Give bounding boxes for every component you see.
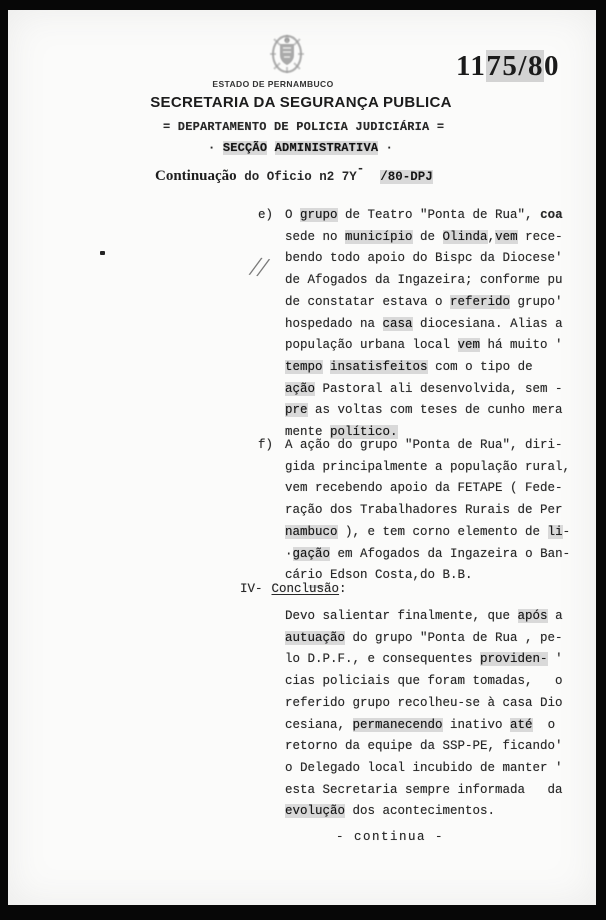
document-number-stamp xyxy=(456,50,560,83)
text-segment: · xyxy=(208,141,223,155)
text-segment: a xyxy=(547,609,563,623)
highlighted-text: ADMINISTRATIVA xyxy=(274,141,379,155)
highlighted-text: vem xyxy=(495,229,518,244)
highlighted-text: ação xyxy=(285,381,316,396)
highlighted-text: providen- xyxy=(480,652,548,667)
document-line xyxy=(285,292,563,314)
document-line xyxy=(285,649,563,671)
conclusion-numeral: IV- xyxy=(240,582,263,596)
stamp-number-prefix: 11 xyxy=(456,50,487,82)
highlighted-text: nambuco xyxy=(285,524,338,539)
highlighted-text: permanecendo xyxy=(352,717,443,732)
document-line xyxy=(285,522,570,544)
text-segment: população urbana local xyxy=(285,338,458,353)
document-line xyxy=(285,379,563,401)
text-segment: as voltas com teses de cunho mera xyxy=(307,403,563,418)
document-line xyxy=(285,693,563,715)
text-segment: retorno da equipe da SSP-PE, ficando' xyxy=(285,739,563,754)
text-segment: gida principalmente a população rural, xyxy=(285,459,571,474)
text-segment: com o tipo de xyxy=(427,359,533,374)
text-segment: · xyxy=(285,546,293,561)
document-line xyxy=(285,357,563,379)
document-line xyxy=(285,780,563,802)
document-line xyxy=(285,435,570,457)
scanned-document-page xyxy=(8,10,596,905)
highlighted-text: li xyxy=(547,524,563,539)
continuation-label: Continuação xyxy=(155,168,237,184)
text-segment xyxy=(267,141,274,155)
text-segment: · xyxy=(378,141,394,155)
highlighted-text: vem xyxy=(457,338,481,353)
margin-dot-annotation xyxy=(100,251,105,255)
text-segment: mente xyxy=(285,425,331,440)
document-line xyxy=(285,478,570,500)
text-segment: dos acontecimentos. xyxy=(345,804,496,819)
item-f-lines xyxy=(285,435,570,587)
highlighted-text: pre xyxy=(285,403,308,418)
document-line xyxy=(285,758,563,780)
text-segment: grupo' xyxy=(510,294,563,309)
item-e-lines xyxy=(285,205,563,444)
highlighted-text: gação xyxy=(292,546,331,561)
text-segment: de constatar estava o xyxy=(285,294,451,309)
office-number: do Oficio n2 7Y xyxy=(236,170,357,184)
text-segment: inativo xyxy=(442,717,511,732)
text-segment: de xyxy=(412,229,443,244)
document-line xyxy=(285,205,563,227)
highlighted-text: insatisfeitos xyxy=(330,359,428,374)
document-line xyxy=(285,248,563,270)
document-line xyxy=(285,544,570,566)
highlighted-text: político. xyxy=(330,425,398,440)
document-line xyxy=(285,715,563,737)
pen-mark-annotation: // xyxy=(248,250,269,285)
document-line xyxy=(285,457,570,479)
document-line xyxy=(285,736,563,758)
text-segment: ' xyxy=(547,652,563,667)
state-label: ESTADO DE PERNAMBUCO xyxy=(212,79,334,89)
document-line xyxy=(285,628,563,650)
text-segment: o Delegado local incubido de manter ' xyxy=(285,760,563,775)
text-segment: do grupo "Ponta de Rua , pe- xyxy=(345,630,563,645)
document-line xyxy=(285,335,563,357)
text-segment: Devo salientar finalmente, que xyxy=(285,609,518,623)
document-line xyxy=(285,270,563,292)
highlighted-text: município xyxy=(345,229,413,244)
office-number-suffix xyxy=(380,170,433,184)
overstrike-mark: - xyxy=(356,162,365,176)
highlighted-text: após xyxy=(517,609,548,623)
highlighted-text: Olinda xyxy=(442,229,488,244)
text-segment: Conclusão xyxy=(271,582,340,596)
text-segment xyxy=(323,360,331,374)
text-segment: há muito ' xyxy=(480,338,563,353)
text-segment: bendo todo apoio do Bispc da Diocese' xyxy=(285,251,563,266)
highlighted-text: grupo xyxy=(300,208,338,222)
stamp-number-highlight: 75/8 xyxy=(486,50,544,82)
highlighted-text: /80-DPJ xyxy=(380,170,433,184)
text-segment: diocesiana. Alias a xyxy=(412,316,563,331)
item-label-f: f) xyxy=(258,438,274,452)
coat-of-arms-icon xyxy=(264,31,310,77)
text-segment: ), e tem corno elemento de xyxy=(337,524,548,539)
department-line: = DEPARTAMENTO DE POLICIA JUDICIÁRIA = xyxy=(163,120,445,134)
document-line xyxy=(285,400,563,422)
text-segment: o xyxy=(532,717,556,732)
text-segment: de Afogados da Ingazeira; conforme pu xyxy=(285,273,563,288)
text-segment: lo D.P.F., e consequentes xyxy=(285,652,481,667)
text-segment: coa xyxy=(540,208,563,222)
text-segment: esta Secretaria sempre informada da xyxy=(285,782,563,797)
stamp-number-suffix: 0 xyxy=(543,50,560,82)
document-line xyxy=(285,500,570,522)
document-line xyxy=(285,606,563,628)
text-segment: hospedado na xyxy=(285,316,383,331)
text-segment: O xyxy=(285,208,301,222)
text-segment: sede no xyxy=(285,229,346,244)
document-line xyxy=(285,227,563,249)
item-label-e: e) xyxy=(258,208,274,222)
highlighted-text: SECÇÃO xyxy=(222,141,268,155)
text-segment: cesiana, xyxy=(285,717,353,732)
conclusion-title xyxy=(272,582,347,596)
text-segment: , xyxy=(487,229,496,244)
conclusion-heading xyxy=(240,582,347,596)
document-line xyxy=(285,801,563,823)
document-line xyxy=(285,671,563,693)
conclusion-lines xyxy=(285,606,563,823)
continuation-line xyxy=(155,162,433,185)
text-segment: referido grupo recolheu-se à casa Dio xyxy=(285,695,563,710)
text-segment: - xyxy=(562,524,571,539)
text-segment: vem recebendo apoio da FETAPE ( Fede- xyxy=(285,481,563,496)
document-line xyxy=(285,314,563,336)
text-segment: rece- xyxy=(517,229,563,244)
highlighted-text: casa xyxy=(382,316,413,331)
secretariat-title: SECRETARIA DA SEGURANÇA PUBLICA xyxy=(150,94,452,111)
highlighted-text: autuação xyxy=(285,630,346,645)
highlighted-text: evolução xyxy=(285,804,346,819)
text-segment: de Teatro "Ponta de Rua", xyxy=(337,208,541,222)
section-line xyxy=(208,141,393,155)
text-segment: em Afogados da Ingazeira o Ban- xyxy=(330,546,571,561)
text-segment: cias policiais que foram tomadas, o xyxy=(285,674,563,689)
text-segment: : xyxy=(339,582,347,596)
text-segment: Pastoral ali desenvolvida, sem - xyxy=(315,381,563,396)
text-segment: ração dos Trabalhadores Rurais de Per xyxy=(285,503,563,518)
highlighted-text: até xyxy=(510,717,533,732)
text-segment: A ação do grupo "Ponta de Rua", diri- xyxy=(285,438,563,452)
text-segment: cário Edson Costa,do B.B. xyxy=(285,568,473,583)
footer-continua: - continua - xyxy=(336,830,445,844)
highlighted-text: referido xyxy=(450,294,511,309)
highlighted-text: tempo xyxy=(285,359,323,374)
